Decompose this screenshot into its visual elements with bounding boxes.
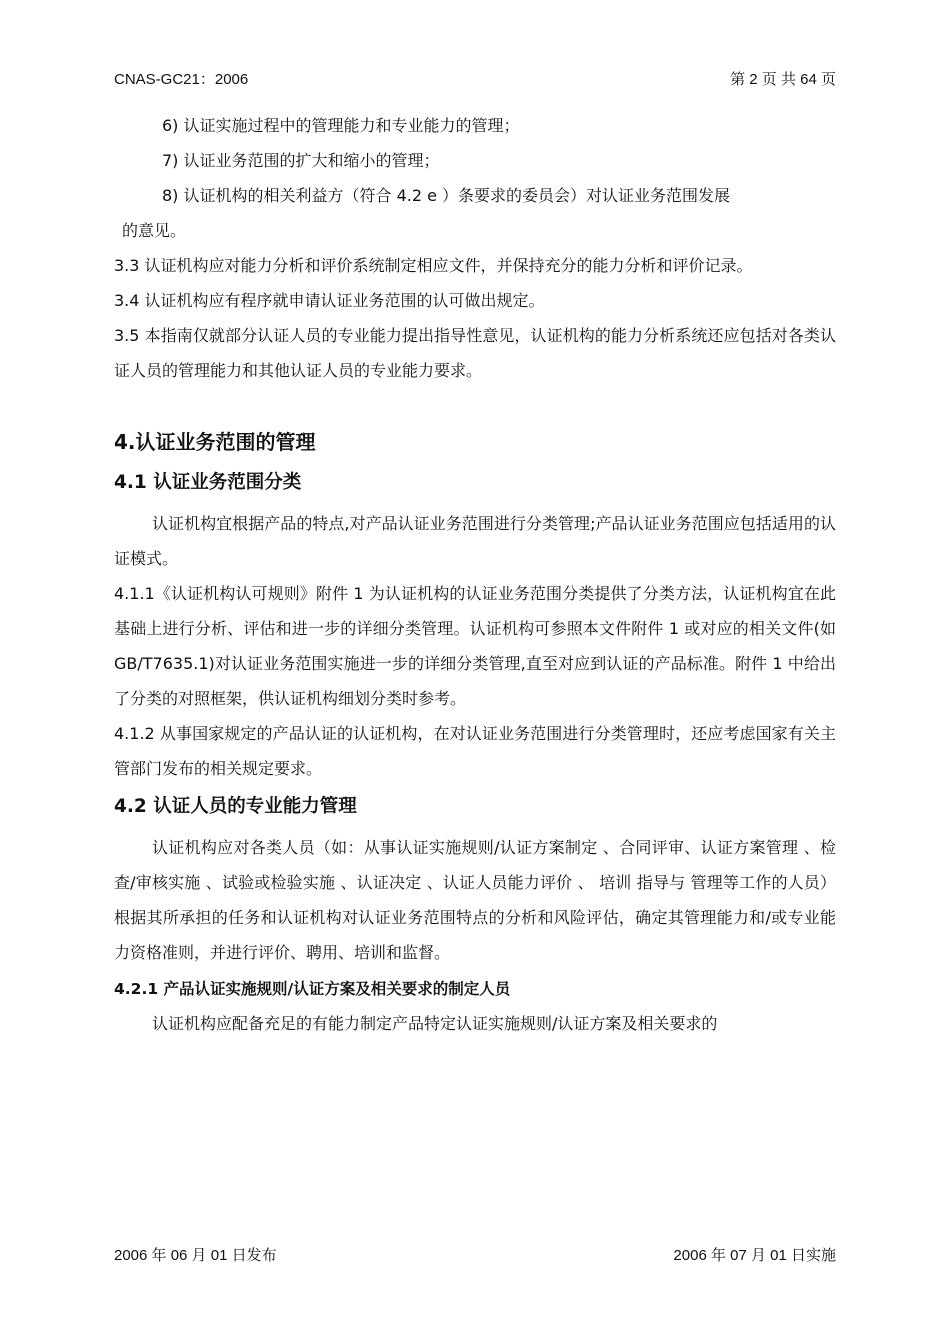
list-item-6: 6) 认证实施过程中的管理能力和专业能力的管理； xyxy=(162,116,520,135)
section-heading-4-2: 4.2 认证人员的专业能力管理 xyxy=(114,796,357,817)
document-id: CNAS-GC21：2006 xyxy=(114,71,249,88)
document-body xyxy=(114,108,836,1041)
publish-date: 2006 年 06 月 01 日发布 xyxy=(114,1247,277,1264)
paragraph-3-3: 3.3 认证机构应对能力分析和评价系统制定相应文件，并保持充分的能力分析和评价记录。 xyxy=(114,256,753,275)
list-item-8: 8) 认证机构的相关利益方（符合 4.2 e ）条要求的委员会）对认证业务范围发展 xyxy=(162,186,731,205)
section-heading-4: 4.认证业务范围的管理 xyxy=(114,430,316,454)
paragraph-3-4: 3.4 认证机构应有程序就申请认证业务范围的认可做出规定。 xyxy=(114,291,545,310)
section-heading-4-1: 4.1 认证业务范围分类 xyxy=(114,472,302,493)
paragraph-3-5: 3.5 本指南仅就部分认证人员的专业能力提出指导性意见，认证机构的能力分析系统还应包括对各类认证人员的管理能力和其他认证人员的专业能力要求。 xyxy=(114,326,836,380)
list-item-8-continuation: 的意见。 xyxy=(122,221,187,240)
section-heading-4-2-1: 4.2.1 产品认证实施规则/认证方案及相关要求的制定人员 xyxy=(114,980,511,998)
paragraph-4-2-1: 认证机构应配备充足的有能力制定产品特定认证实施规则/认证方案及相关要求的 xyxy=(152,1014,718,1033)
list-item-7: 7) 认证业务范围的扩大和缩小的管理； xyxy=(162,151,440,170)
implement-date: 2006 年 07 月 01 日实施 xyxy=(673,1247,836,1264)
page-number: 第 2 页 共 64 页 xyxy=(730,71,836,88)
paragraph-4-1-2: 4.1.2 从事国家规定的产品认证的认证机构，在对认证业务范围进行分类管理时，还应考虑国家有关主管部门发布的相关规定要求。 xyxy=(114,724,836,778)
page-footer xyxy=(114,1244,836,1268)
paragraph-4-2: 认证机构应对各类人员（如：从事认证实施规则/认证方案制定 、合同评审、认证方案管理 、检查/审核实施 、试验或检验实施 、认证决定 、认证人员能力评价 、 培训 指导与 管理等工作的人员）根据其所承担的任务和认证机构对认证业务范围特点的分析和风险评估，确定其管理能力和/或专业能力资格准则，并进行评价、聘用、培训和监督。 xyxy=(114,838,836,962)
page-header xyxy=(114,68,836,92)
paragraph-4-1: 认证机构宜根据产品的特点,对产品认证业务范围进行分类管理;产品认证业务范围应包括适用的认证模式。 xyxy=(114,514,836,568)
paragraph-4-1-1: 4.1.1《认证机构认可规则》附件 1 为认证机构的认证业务范围分类提供了分类方法，认证机构宜在此基础上进行分析、评估和进一步的详细分类管理。认证机构可参照本文件附件 1 或对应的相关文件(如 GB/T7635.1)对认证业务范围实施进一步的详细分类管理,直至对应到认证的产品标准。附件 1 中给出了分类的对照框架，供认证机构细划分类时参考。 xyxy=(114,584,836,708)
